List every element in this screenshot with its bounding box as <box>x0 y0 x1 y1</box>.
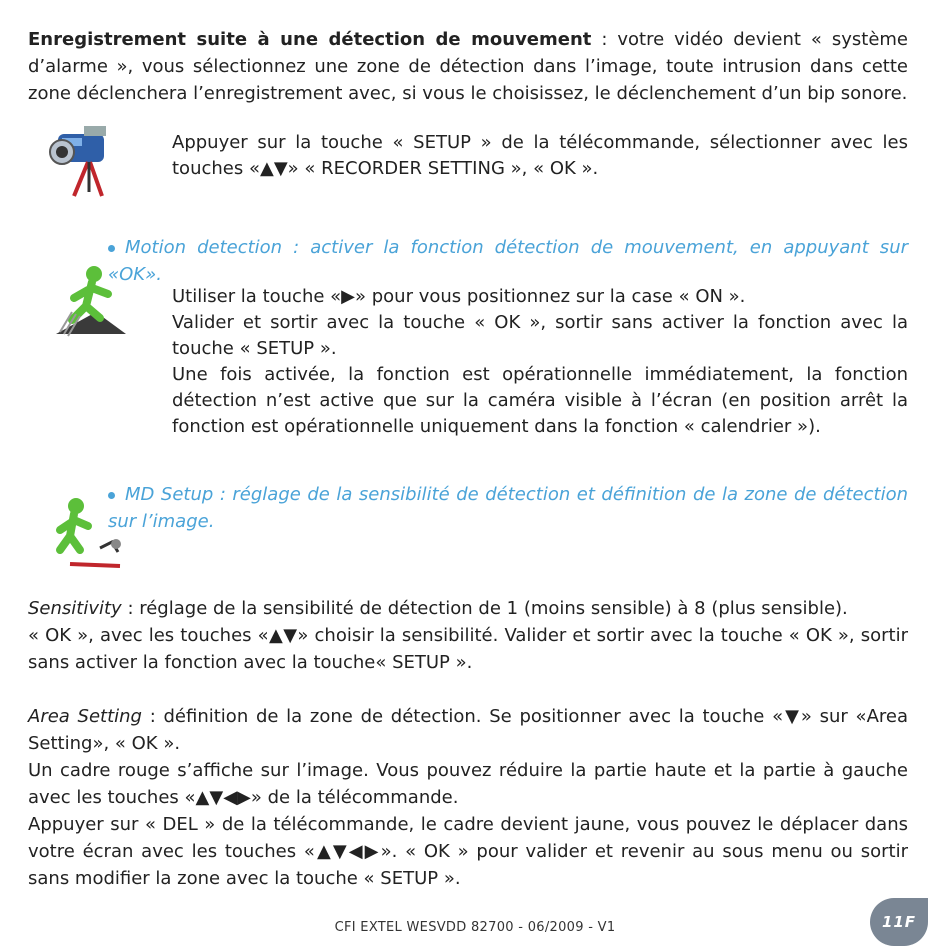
area-line2: Un cadre rouge s’affiche sur l’image. Vous pouvez réduire la partie haute et la partie à gauche avec les touches «▲▼◀▶» de la télécommande. <box>28 760 908 808</box>
running-man-icon <box>46 262 130 349</box>
intro-heading: Enregistrement suite à une détection de mouvement <box>28 29 592 50</box>
footer-text: CFI EXTEL WESVDD 82700 - 06/2009 - V1 <box>334 920 616 935</box>
page-number-badge: 11F <box>870 898 928 946</box>
area-label: Area Setting <box>28 706 142 727</box>
camera-icon <box>44 122 124 207</box>
intro-paragraph <box>28 26 908 107</box>
bullet-dot <box>108 245 115 252</box>
sensitivity-label: Sensitivity <box>28 598 122 619</box>
motion-setup-icon <box>50 494 130 579</box>
motion-bullet-text: Motion detection : activer la fonction détection de mouvement, en appuyant sur «OK». <box>108 237 908 285</box>
mdsetup-bullet-label: MD Setup : <box>125 484 233 505</box>
step1-text: Appuyer sur la touche « SETUP » de la télécommande, sélectionner avec les touches «▲▼» « RECORDER SETTING », « OK ». <box>172 132 908 179</box>
mdsetup-bullet <box>108 481 908 535</box>
motion-bullet <box>108 234 908 288</box>
motion-line1: Utiliser la touche «▶» pour vous positionnez sur la case « ON ». <box>172 286 746 307</box>
motion-line3: Une fois activée, la fonction est opérationnelle immédiatement, la fonction détection n’est active que sur la caméra visible à l’écran (en position arrêt la fonction est opérationnelle uniquement dans la fonction « calendrier »). <box>172 364 908 437</box>
sensitivity-paragraph <box>28 595 908 676</box>
mdsetup-bullet-text: réglage de la sensibilité de détection et définition de la zone de détection sur l’image. <box>108 484 909 532</box>
motion-body <box>172 284 908 440</box>
sensitivity-line2: « OK », avec les touches «▲▼» choisir la sensibilité. Valider et sortir avec la touche « OK », sortir sans activer la fonction avec la touche« SETUP ». <box>28 625 908 673</box>
area-paragraph <box>28 703 908 892</box>
motion-line2: Valider et sortir avec la touche « OK », sortir sans activer la fonction avec la touche « SETUP ». <box>172 312 908 359</box>
area-text: : définition de la zone de détection. Se positionner avec la touche «▼» sur «Area Setting», « OK ». <box>28 706 908 754</box>
area-line3: Appuyer sur « DEL » de la télécommande, le cadre devient jaune, vous pouvez le déplacer dans votre écran avec les touches «▲▼◀▶». « OK » pour valider et revenir au sous menu ou sortir sans modifier la zone avec la touche « SETUP ». <box>28 814 908 889</box>
intro-text: : votre vidéo devient « système d’alarme », vous sélectionnez une zone de détection dans l’image, toute intrusion dans cette zone déclenchera l’enregistrement avec, si vous le choisissez, le déclenchement d’un bip sonore. <box>28 29 909 104</box>
sensitivity-text: : réglage de la sensibilité de détection de 1 (moins sensible) à 8 (plus sensible). <box>121 598 848 619</box>
